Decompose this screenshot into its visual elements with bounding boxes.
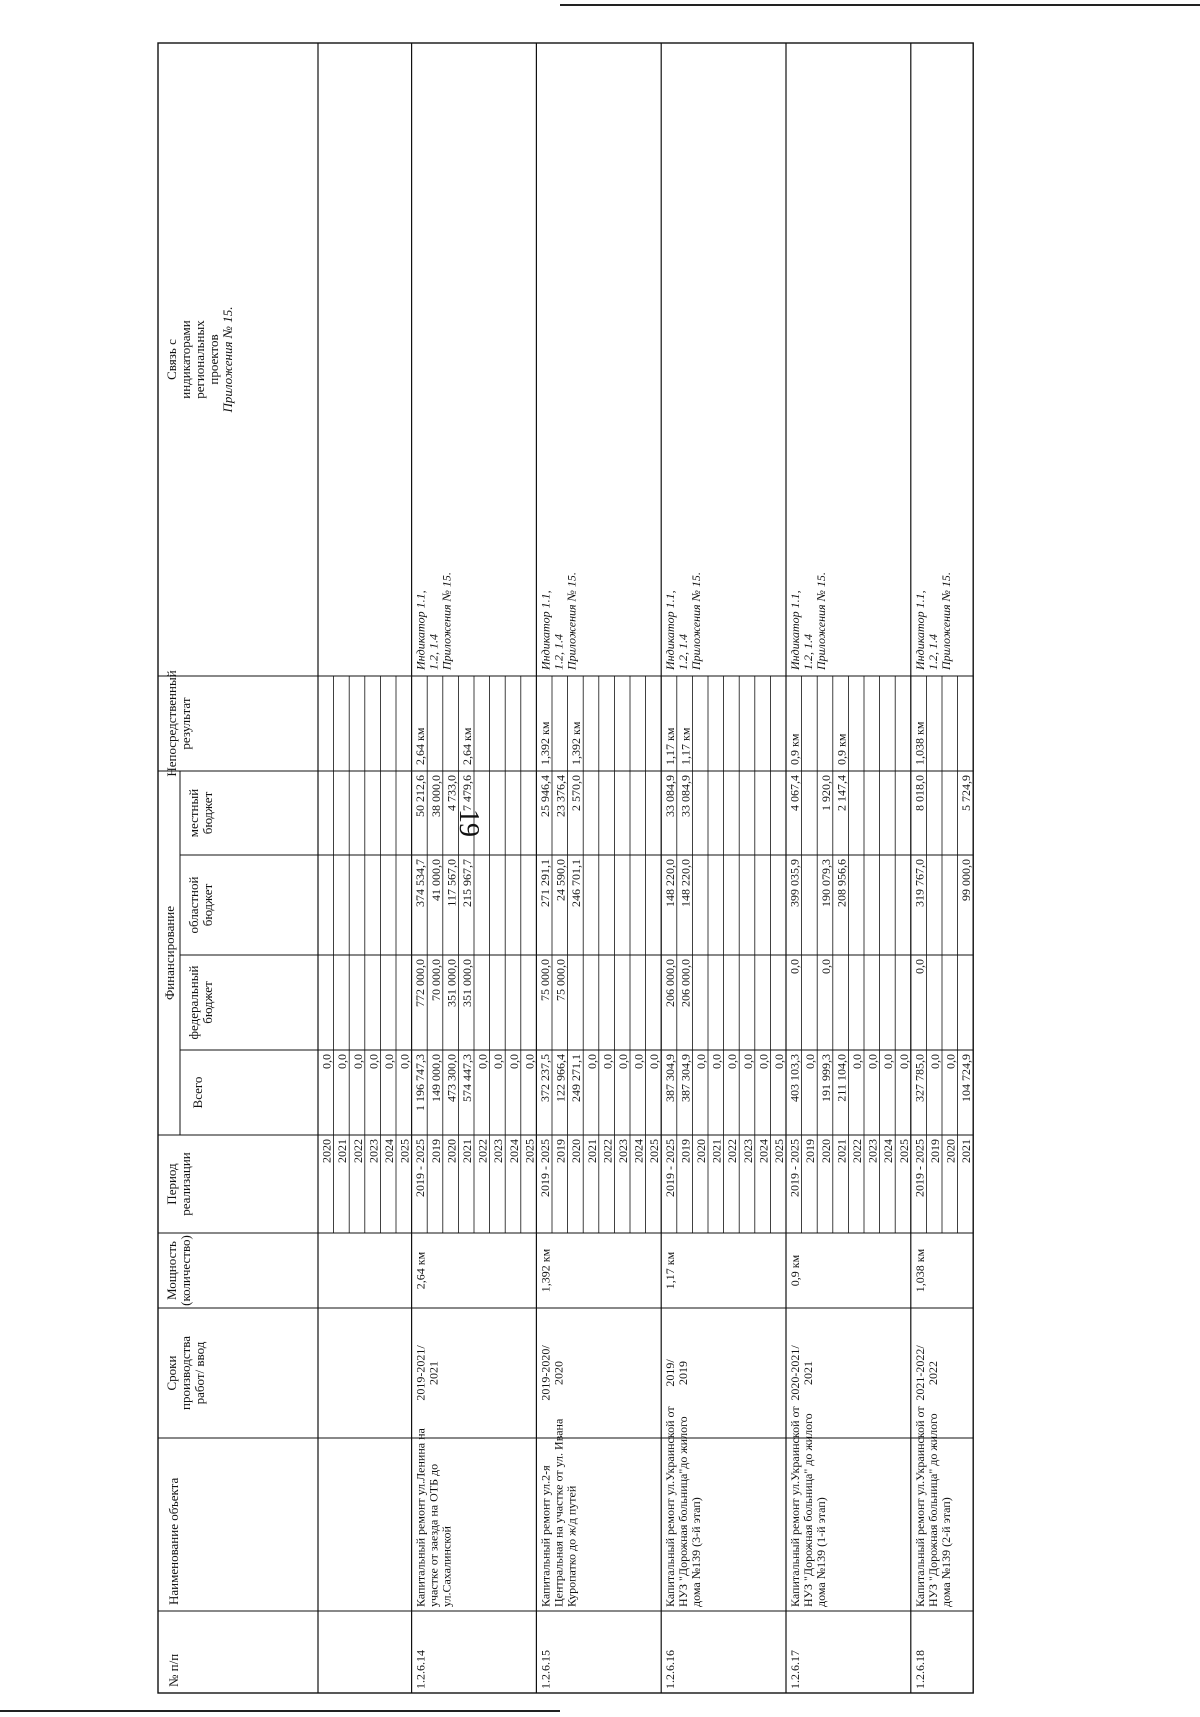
local-cell: 2 570,0 xyxy=(569,775,584,811)
project-terms: 2020 xyxy=(551,1361,566,1385)
project-terms: 2021-2022/ xyxy=(912,1345,927,1401)
project-name: НУЗ "Дорожная больница" до жилого xyxy=(801,1413,815,1607)
result-cell: 1,392 км xyxy=(569,721,584,765)
header-link: индикаторами xyxy=(178,320,193,399)
period-cell: 2024 xyxy=(631,1139,646,1163)
period-cell: 2020 xyxy=(818,1139,833,1163)
result-cell: 2,64 км xyxy=(460,727,474,765)
header-link-appendix: Приложения № 15. xyxy=(220,306,235,413)
period-cell: 2023 xyxy=(865,1139,880,1163)
project-name: Капитальный ремонт ул.Украинской от xyxy=(663,1406,678,1607)
project-link: Приложения № 15. xyxy=(689,572,704,670)
project-capacity: 1,038 км xyxy=(912,1248,927,1293)
local-cell: 33 084,9 xyxy=(662,775,677,817)
total-cell: 149 000,0 xyxy=(428,1054,443,1102)
header-terms: производства xyxy=(178,1335,193,1411)
period-cell: 2021 xyxy=(460,1139,474,1163)
total-cell: 0,0 xyxy=(366,1054,381,1069)
result-cell: 1,17 км xyxy=(662,727,677,765)
local-cell: 23 376,4 xyxy=(553,775,568,817)
result-cell: 0,9 км xyxy=(787,733,802,765)
result-cell: 2,64 км xyxy=(413,727,428,765)
period-cell: 2020 xyxy=(569,1139,584,1163)
header-result: результат xyxy=(178,697,193,750)
regional-cell: 148 220,0 xyxy=(678,859,693,907)
project-capacity: 1,17 км xyxy=(663,1251,678,1290)
local-cell: 8 018,0 xyxy=(912,775,927,811)
header-total: Всего xyxy=(190,1076,205,1109)
project-link: Индикатор 1.1, xyxy=(663,590,678,670)
total-cell: 0,0 xyxy=(896,1054,911,1069)
total-cell: 0,0 xyxy=(709,1054,724,1069)
project-link: 1.2, 1.4 xyxy=(551,634,566,670)
header-capacity: Мощность xyxy=(164,1241,179,1300)
total-cell: 0,0 xyxy=(584,1054,599,1069)
header-capacity: (количество) xyxy=(178,1235,193,1306)
local-cell: 33 084,9 xyxy=(678,775,693,817)
project-terms: 2019 xyxy=(676,1361,691,1385)
total-cell: 0,0 xyxy=(506,1054,521,1069)
local-cell: 38 000,0 xyxy=(428,775,443,817)
project-name: Капитальный ремонт ул.Украинской от xyxy=(912,1406,927,1607)
project-name: Капитальный ремонт ул.Украинской от xyxy=(788,1406,802,1607)
period-cell: 2020 xyxy=(444,1139,459,1163)
project-link: Индикатор 1.1, xyxy=(413,590,428,670)
regional-cell: 117 567,0 xyxy=(444,859,459,907)
project-terms: 2019/ xyxy=(663,1359,678,1387)
local-cell: 50 212,6 xyxy=(413,775,428,817)
federal-cell: 772 000,0 xyxy=(413,959,428,1007)
total-cell: 104 724,9 xyxy=(959,1054,974,1102)
period-cell: 2019 - 2025 xyxy=(662,1139,677,1197)
header-terms: работ/ ввод xyxy=(192,1341,207,1405)
period-cell: 2023 xyxy=(366,1139,381,1163)
project-link: 1.2, 1.4 xyxy=(925,634,940,670)
project-number: 1.2.6.14 xyxy=(413,1650,428,1689)
regional-cell: 374 534,7 xyxy=(413,859,428,907)
project-link: 1.2, 1.4 xyxy=(676,634,691,670)
total-cell: 0,0 xyxy=(881,1054,896,1069)
table-body xyxy=(158,43,973,1693)
total-cell: 0,0 xyxy=(725,1054,740,1069)
project-name: НУЗ "Дорожная больница" до жилого xyxy=(925,1413,940,1607)
project-name: НУЗ "Дорожная больница"до жилого xyxy=(676,1416,691,1607)
project-number: 1.2.6.17 xyxy=(788,1650,802,1689)
local-cell: 25 946,4 xyxy=(538,775,552,817)
header-financing: Финансирование xyxy=(162,905,177,1001)
project-name: ул.Сахалинской xyxy=(439,1526,454,1607)
period-cell: 2025 xyxy=(647,1139,662,1163)
result-cell: 1,17 км xyxy=(678,727,693,765)
period-cell: 2020 xyxy=(694,1139,708,1163)
total-cell: 403 103,3 xyxy=(787,1054,802,1102)
total-cell: 0,0 xyxy=(522,1054,537,1069)
total-cell: 0,0 xyxy=(631,1054,646,1069)
regional-cell: 148 220,0 xyxy=(662,859,677,907)
project-number: 1.2.6.18 xyxy=(912,1650,927,1689)
total-cell: 191 999,3 xyxy=(818,1054,833,1102)
federal-cell: 70 000,0 xyxy=(428,959,443,1001)
period-cell: 2020 xyxy=(943,1139,958,1163)
regional-cell: 24 590,0 xyxy=(553,859,568,901)
result-cell: 0,9 км xyxy=(834,733,849,765)
period-cell: 2022 xyxy=(475,1139,490,1163)
project-link: 1.2, 1.4 xyxy=(801,634,815,670)
period-cell: 2025 xyxy=(772,1139,786,1163)
header-regional: бюджет xyxy=(200,883,215,927)
total-cell: 0,0 xyxy=(943,1054,958,1069)
total-cell: 0,0 xyxy=(803,1054,818,1069)
federal-cell: 351 000,0 xyxy=(460,959,474,1007)
project-link: Приложения № 15. xyxy=(439,572,454,670)
period-cell: 2019 - 2025 xyxy=(912,1139,927,1197)
project-link: Индикатор 1.1, xyxy=(788,590,802,670)
total-cell: 0,0 xyxy=(694,1054,708,1069)
project-capacity: 1,392 км xyxy=(538,1248,553,1293)
regional-cell: 399 035,9 xyxy=(787,859,802,907)
total-cell: 0,0 xyxy=(616,1054,630,1069)
total-cell: 0,0 xyxy=(772,1054,786,1069)
total-cell: 0,0 xyxy=(491,1054,506,1069)
result-cell: 1,392 км xyxy=(538,721,552,765)
federal-cell: 206 000,0 xyxy=(662,959,677,1007)
total-cell: 372 237,5 xyxy=(538,1054,552,1102)
project-link: Приложения № 15. xyxy=(564,572,579,670)
regional-cell: 246 701,1 xyxy=(569,859,584,907)
total-cell: 0,0 xyxy=(600,1054,615,1069)
project-name: Капитальный ремонт ул.Ленина на xyxy=(413,1428,428,1607)
header-federal: федеральный xyxy=(186,965,201,1040)
total-cell: 473 300,0 xyxy=(444,1054,459,1102)
total-cell: 0,0 xyxy=(475,1054,490,1069)
header-terms: Сроки xyxy=(164,1355,179,1391)
period-cell: 2021 xyxy=(959,1139,974,1163)
period-cell: 2022 xyxy=(725,1139,740,1163)
period-cell: 2025 xyxy=(397,1139,412,1163)
period-cell: 2019 xyxy=(553,1139,568,1163)
total-cell: 0,0 xyxy=(350,1054,365,1069)
period-cell: 2022 xyxy=(850,1139,864,1163)
regional-cell: 208 956,6 xyxy=(834,859,849,907)
project-number: 1.2.6.15 xyxy=(538,1650,553,1689)
period-cell: 2021 xyxy=(584,1139,599,1163)
header-link: проектов xyxy=(206,334,221,385)
federal-cell: 206 000,0 xyxy=(678,959,693,1007)
page-number: 19 xyxy=(453,809,484,837)
period-cell: 2022 xyxy=(600,1139,615,1163)
header-local: местный xyxy=(186,788,201,838)
total-cell: 249 271,1 xyxy=(569,1054,584,1102)
project-link: Приложения № 15. xyxy=(938,572,953,670)
local-cell: 4 067,4 xyxy=(787,775,802,811)
total-cell: 0,0 xyxy=(850,1054,864,1069)
period-cell: 2024 xyxy=(506,1139,521,1163)
project-name: дома №139 (2-й этап) xyxy=(938,1497,953,1607)
regional-cell: 99 000,0 xyxy=(959,859,974,901)
project-terms: 2021 xyxy=(426,1361,441,1385)
project-terms: 2022 xyxy=(925,1361,940,1385)
header-link: региональных xyxy=(192,320,207,399)
regional-cell: 271 291,1 xyxy=(538,859,552,907)
total-cell: 0,0 xyxy=(865,1054,880,1069)
period-cell: 2021 xyxy=(834,1139,849,1163)
regional-cell: 41 000,0 xyxy=(428,859,443,901)
total-cell: 574 447,3 xyxy=(460,1054,474,1102)
header-num: № п/п xyxy=(166,1653,181,1687)
project-capacity: 0,9 км xyxy=(788,1254,802,1287)
header-name: Наименование объекта xyxy=(166,1477,181,1605)
period-cell: 2023 xyxy=(616,1139,630,1163)
period-cell: 2023 xyxy=(740,1139,755,1163)
project-name: дома №139 (1-й этап) xyxy=(814,1497,828,1607)
federal-cell: 0,0 xyxy=(787,959,802,974)
period-cell: 2025 xyxy=(896,1139,911,1163)
project-link: Индикатор 1.1, xyxy=(912,590,927,670)
total-cell: 387 304,9 xyxy=(678,1054,693,1102)
period-cell: 2024 xyxy=(756,1139,771,1163)
period-cell: 2021 xyxy=(709,1139,724,1163)
period-cell: 2019 xyxy=(928,1139,942,1163)
period-cell: 2024 xyxy=(382,1139,396,1163)
federal-cell: 0,0 xyxy=(818,959,833,974)
project-link: Индикатор 1.1, xyxy=(538,590,553,670)
total-cell: 0,0 xyxy=(319,1054,334,1069)
project-name: Капитальный ремонт ул.2-я xyxy=(538,1465,553,1607)
project-name: Куропатко до ж/д путей xyxy=(564,1485,579,1607)
federal-cell: 0,0 xyxy=(912,959,927,974)
header-period: реализации xyxy=(178,1152,193,1216)
period-cell: 2019 xyxy=(428,1139,443,1163)
regional-cell: 215 967,7 xyxy=(460,859,474,907)
project-name: дома №139 (3-й этап) xyxy=(689,1497,704,1607)
federal-cell: 351 000,0 xyxy=(444,959,459,1007)
period-cell: 2019 - 2025 xyxy=(538,1139,552,1197)
project-terms: 2019-2020/ xyxy=(538,1345,553,1401)
project-link: Приложения № 15. xyxy=(814,572,828,670)
period-cell: 2022 xyxy=(350,1139,365,1163)
federal-cell: 75 000,0 xyxy=(538,959,552,1001)
total-cell: 211 104,0 xyxy=(834,1054,849,1102)
total-cell: 0,0 xyxy=(382,1054,396,1069)
header-result: Непосредственный xyxy=(164,670,179,777)
total-cell: 1 196 747,3 xyxy=(413,1054,428,1111)
local-cell: 1 920,0 xyxy=(818,775,833,811)
period-cell: 2020 xyxy=(319,1139,334,1163)
period-cell: 2021 xyxy=(335,1139,350,1163)
project-number: 1.2.6.16 xyxy=(663,1650,678,1689)
period-cell: 2023 xyxy=(491,1139,506,1163)
local-cell: 5 724,9 xyxy=(959,775,974,811)
local-cell: 2 147,4 xyxy=(834,775,849,811)
total-cell: 327 785,0 xyxy=(912,1054,927,1102)
total-cell: 0,0 xyxy=(335,1054,350,1069)
total-cell: 0,0 xyxy=(740,1054,755,1069)
local-cell: 7 479,6 xyxy=(460,775,474,811)
period-cell: 2019 xyxy=(678,1139,693,1163)
period-cell: 2019 - 2025 xyxy=(787,1139,802,1197)
project-name: Центральная на участке от ул. Ивана xyxy=(551,1418,566,1607)
regional-cell: 190 079,3 xyxy=(818,859,833,907)
federal-cell: 75 000,0 xyxy=(553,959,568,1001)
period-cell: 2019 - 2025 xyxy=(413,1139,428,1197)
period-cell: 2025 xyxy=(522,1139,537,1163)
regional-cell: 319 767,0 xyxy=(912,859,927,907)
header-federal: бюджет xyxy=(200,981,215,1024)
project-name: участке от заезда на ОТБ до xyxy=(426,1463,441,1607)
project-terms: 2020-2021/ xyxy=(788,1345,802,1401)
project-link: 1.2, 1.4 xyxy=(426,634,441,670)
total-cell: 0,0 xyxy=(397,1054,412,1069)
header-local: бюджет xyxy=(200,791,215,835)
project-terms: 2019-2021/ xyxy=(413,1345,428,1401)
total-cell: 122 966,4 xyxy=(553,1054,568,1102)
period-cell: 2024 xyxy=(881,1139,896,1163)
local-cell: 4 733,0 xyxy=(444,775,459,811)
project-capacity: 2,64 км xyxy=(413,1251,428,1290)
total-cell: 387 304,9 xyxy=(662,1054,677,1102)
project-terms: 2021 xyxy=(801,1361,815,1385)
total-cell: 0,0 xyxy=(928,1054,942,1069)
header-regional: областной xyxy=(186,876,201,934)
header-link: Связь с xyxy=(164,339,179,380)
total-cell: 0,0 xyxy=(647,1054,662,1069)
total-cell: 0,0 xyxy=(756,1054,771,1069)
result-cell: 1,038 км xyxy=(912,721,927,765)
period-cell: 2019 xyxy=(803,1139,818,1163)
header-period: Период xyxy=(164,1163,179,1205)
